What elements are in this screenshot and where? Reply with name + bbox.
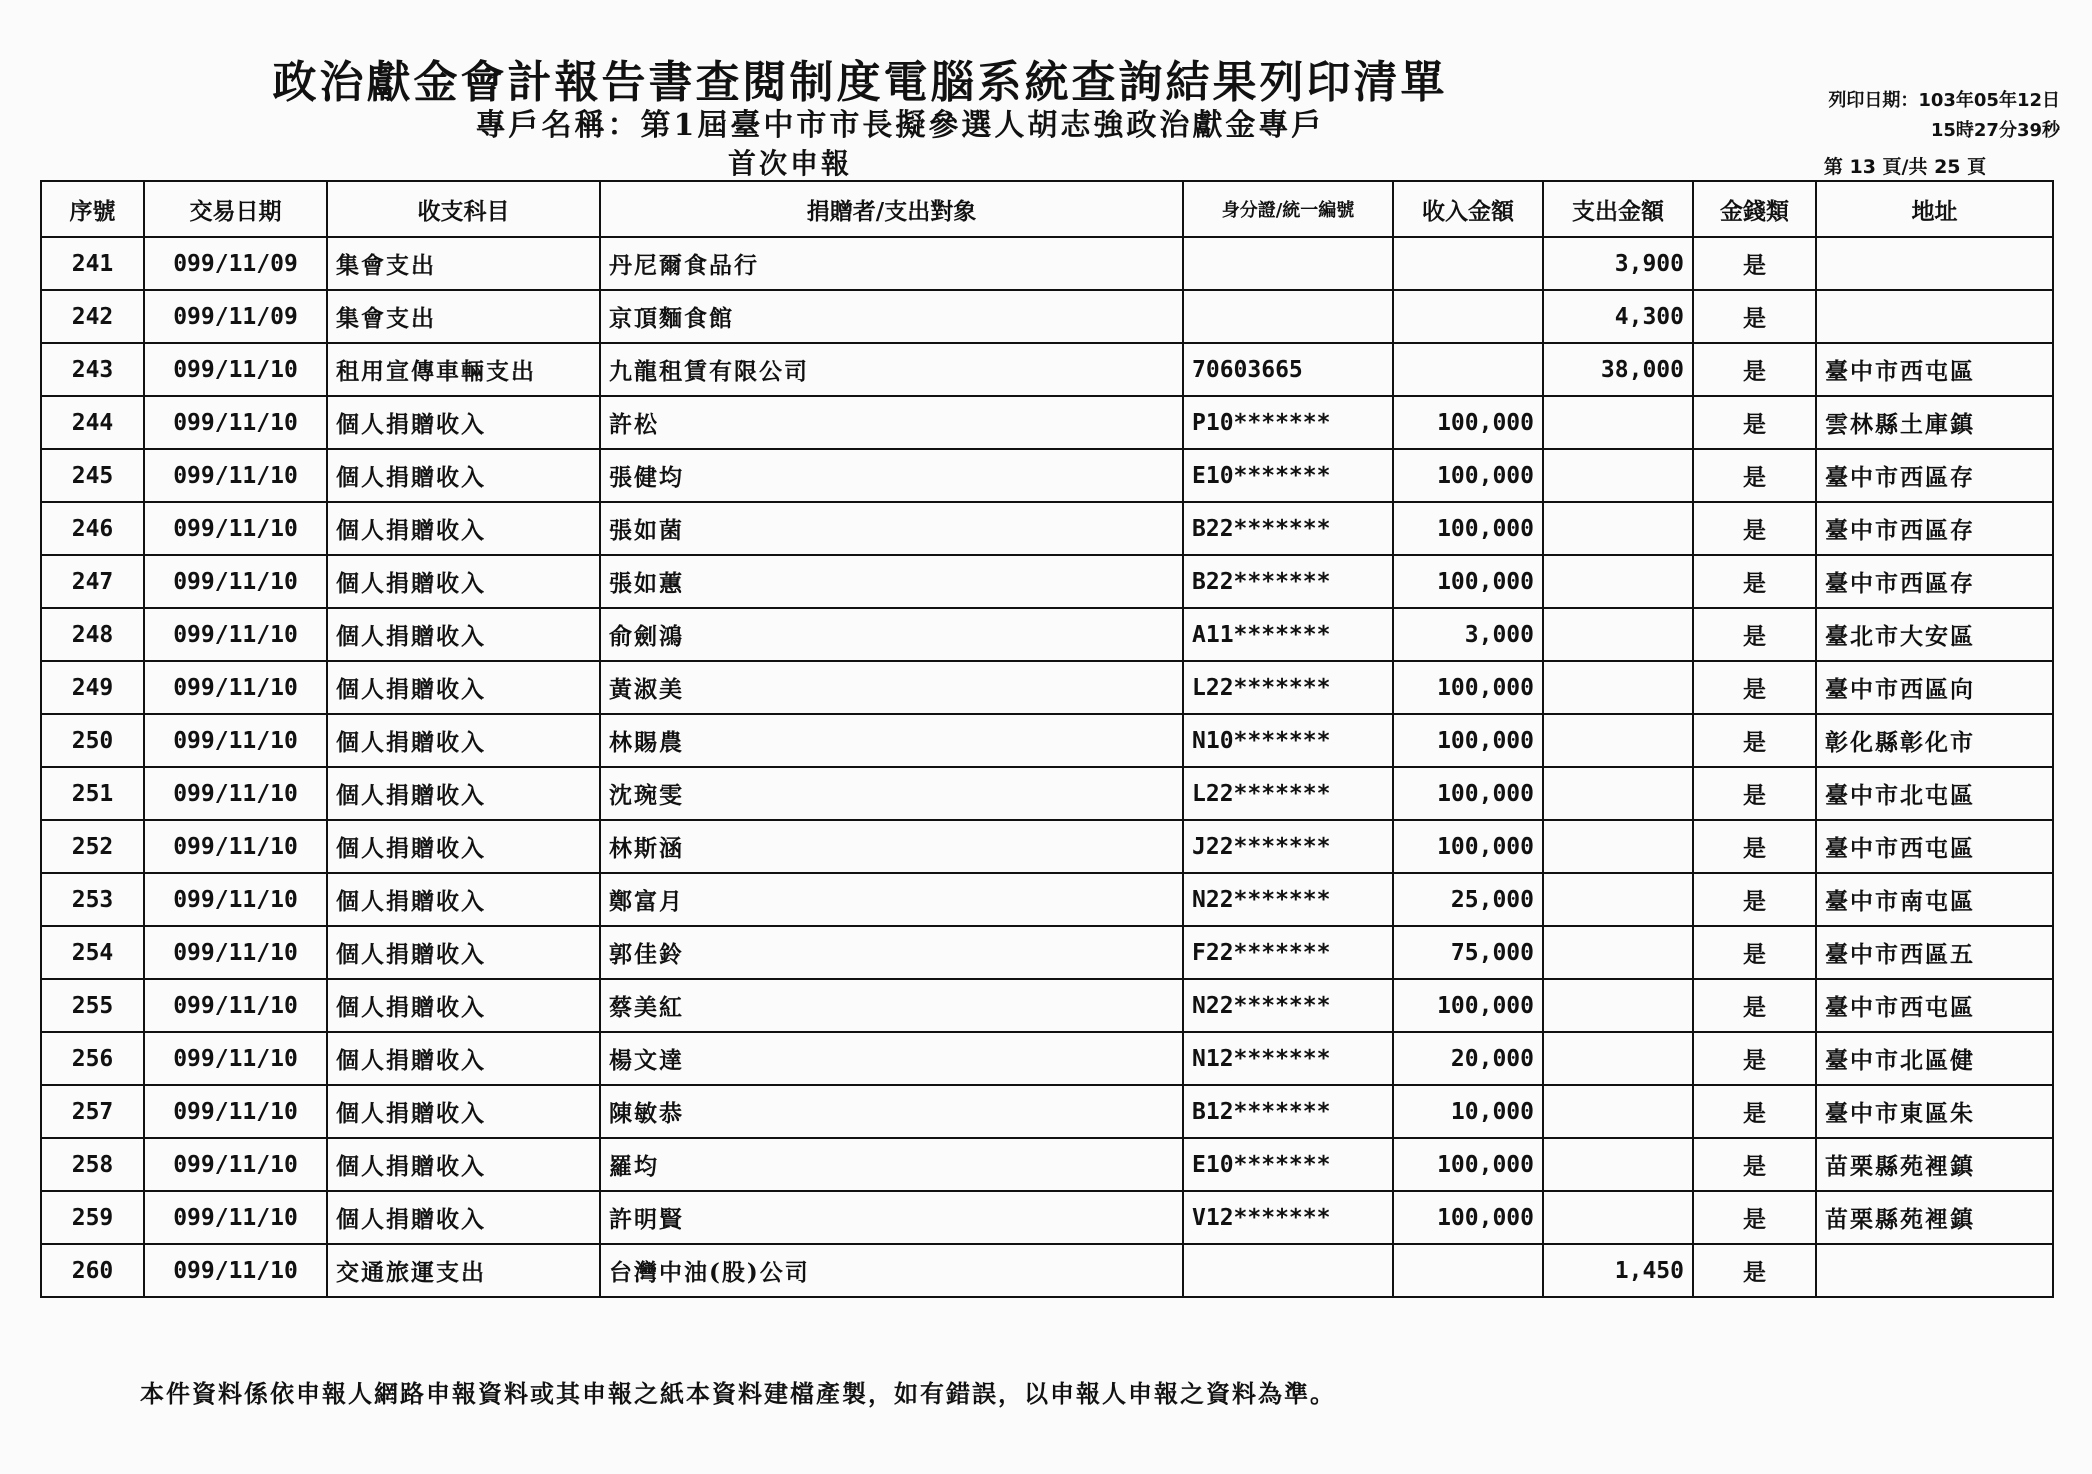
cell-id: L22******* (1183, 767, 1393, 820)
cell-category: 個人捐贈收入 (327, 1191, 600, 1244)
document-title: 政治獻金會計報告書查閱制度電腦系統查詢結果列印清單 (272, 57, 1448, 108)
cell-address: 臺中市北區健 (1816, 1032, 2053, 1085)
table-row (41, 873, 2053, 926)
cell-expense (1543, 449, 1693, 502)
cell-party: 俞劍鴻 (600, 608, 1183, 661)
cell-expense: 4,300 (1543, 290, 1693, 343)
cell-income: 100,000 (1393, 555, 1543, 608)
cell-address: 臺中市東區朱 (1816, 1085, 2053, 1138)
cell-expense (1543, 979, 1693, 1032)
cell-seq: 252 (41, 820, 144, 873)
cell-seq: 248 (41, 608, 144, 661)
cell-expense: 1,450 (1543, 1244, 1693, 1297)
print-info (1760, 86, 2060, 146)
cell-party: 黃淑美 (600, 661, 1183, 714)
cell-cash: 是 (1693, 343, 1816, 396)
cell-id (1183, 290, 1393, 343)
cell-address: 彰化縣彰化市 (1816, 714, 2053, 767)
cell-party: 郭佳鈴 (600, 926, 1183, 979)
cell-party: 楊文達 (600, 1032, 1183, 1085)
cell-expense: 3,900 (1543, 237, 1693, 290)
cell-cash: 是 (1693, 979, 1816, 1032)
cell-party: 沈琬雯 (600, 767, 1183, 820)
cell-address: 臺中市西區存 (1816, 555, 2053, 608)
report-type: 首次申報 (727, 147, 852, 180)
cell-seq: 254 (41, 926, 144, 979)
cell-seq: 244 (41, 396, 144, 449)
column-header-income: 收入金額 (1393, 181, 1543, 237)
cell-income: 100,000 (1393, 661, 1543, 714)
cell-income: 100,000 (1393, 714, 1543, 767)
cell-party: 鄭富月 (600, 873, 1183, 926)
column-header-category: 收支科目 (327, 181, 600, 237)
table-row (41, 502, 2053, 555)
cell-cash: 是 (1693, 926, 1816, 979)
cell-category: 個人捐贈收入 (327, 449, 600, 502)
cell-cash: 是 (1693, 873, 1816, 926)
cell-party: 羅均 (600, 1138, 1183, 1191)
table-row (41, 608, 2053, 661)
cell-category: 交通旅運支出 (327, 1244, 600, 1297)
cell-cash: 是 (1693, 1085, 1816, 1138)
cell-id (1183, 1244, 1393, 1297)
cell-id: N10******* (1183, 714, 1393, 767)
page-info: 第 13 頁/共 25 頁 (1823, 156, 1987, 178)
cell-party: 九龍租賃有限公司 (600, 343, 1183, 396)
cell-cash: 是 (1693, 714, 1816, 767)
ledger-body (41, 237, 2053, 1297)
cell-category: 個人捐贈收入 (327, 873, 600, 926)
cell-expense (1543, 608, 1693, 661)
cell-id: B22******* (1183, 555, 1393, 608)
cell-id: J22******* (1183, 820, 1393, 873)
table-header-row (41, 181, 2053, 237)
cell-date: 099/11/10 (144, 873, 327, 926)
table-row (41, 290, 2053, 343)
cell-date: 099/11/10 (144, 449, 327, 502)
cell-seq: 259 (41, 1191, 144, 1244)
cell-party: 丹尼爾食品行 (600, 237, 1183, 290)
cell-cash: 是 (1693, 396, 1816, 449)
cell-seq: 251 (41, 767, 144, 820)
column-header-party: 捐贈者/支出對象 (600, 181, 1183, 237)
cell-income: 100,000 (1393, 820, 1543, 873)
cell-expense (1543, 555, 1693, 608)
cell-category: 個人捐贈收入 (327, 979, 600, 1032)
cell-income: 100,000 (1393, 979, 1543, 1032)
cell-income: 100,000 (1393, 502, 1543, 555)
cell-income (1393, 1244, 1543, 1297)
cell-party: 張如菌 (600, 502, 1183, 555)
cell-expense (1543, 502, 1693, 555)
cell-date: 099/11/10 (144, 1032, 327, 1085)
cell-party: 林斯涵 (600, 820, 1183, 873)
cell-seq: 246 (41, 502, 144, 555)
cell-category: 個人捐贈收入 (327, 714, 600, 767)
cell-expense (1543, 1032, 1693, 1085)
cell-date: 099/11/10 (144, 1085, 327, 1138)
cell-category: 個人捐贈收入 (327, 1138, 600, 1191)
cell-income: 100,000 (1393, 396, 1543, 449)
cell-seq: 247 (41, 555, 144, 608)
cell-seq: 241 (41, 237, 144, 290)
cell-id: N22******* (1183, 979, 1393, 1032)
table-row (41, 343, 2053, 396)
cell-category: 個人捐贈收入 (327, 608, 600, 661)
cell-address: 苗栗縣苑裡鎮 (1816, 1191, 2053, 1244)
cell-category: 個人捐贈收入 (327, 1085, 600, 1138)
cell-party: 許明賢 (600, 1191, 1183, 1244)
cell-date: 099/11/10 (144, 608, 327, 661)
cell-cash: 是 (1693, 661, 1816, 714)
cell-seq: 242 (41, 290, 144, 343)
cell-expense (1543, 714, 1693, 767)
table-row (41, 449, 2053, 502)
cell-party: 京頂麵食館 (600, 290, 1183, 343)
cell-seq: 253 (41, 873, 144, 926)
cell-id: B22******* (1183, 502, 1393, 555)
cell-income: 20,000 (1393, 1032, 1543, 1085)
cell-address: 臺中市南屯區 (1816, 873, 2053, 926)
cell-address: 臺中市西屯區 (1816, 979, 2053, 1032)
cell-seq: 260 (41, 1244, 144, 1297)
cell-expense: 38,000 (1543, 343, 1693, 396)
table-row (41, 1085, 2053, 1138)
cell-cash: 是 (1693, 608, 1816, 661)
cell-address (1816, 290, 2053, 343)
cell-party: 蔡美紅 (600, 979, 1183, 1032)
cell-address: 臺中市西區存 (1816, 449, 2053, 502)
cell-date: 099/11/10 (144, 1244, 327, 1297)
print-time: 15時27分39秒 (1930, 120, 2060, 141)
cell-cash: 是 (1693, 1191, 1816, 1244)
cell-income: 100,000 (1393, 1191, 1543, 1244)
cell-id: V12******* (1183, 1191, 1393, 1244)
table-row (41, 714, 2053, 767)
table-row (41, 767, 2053, 820)
cell-party: 張健均 (600, 449, 1183, 502)
cell-category: 個人捐贈收入 (327, 661, 600, 714)
cell-address: 臺中市北屯區 (1816, 767, 2053, 820)
cell-seq: 249 (41, 661, 144, 714)
column-header-address: 地址 (1816, 181, 2053, 237)
cell-cash: 是 (1693, 820, 1816, 873)
table-row (41, 1244, 2053, 1297)
table-row (41, 926, 2053, 979)
cell-date: 099/11/10 (144, 1191, 327, 1244)
cell-income: 3,000 (1393, 608, 1543, 661)
cell-id: E10******* (1183, 449, 1393, 502)
cell-id: N12******* (1183, 1032, 1393, 1085)
cell-id: A11******* (1183, 608, 1393, 661)
cell-seq: 257 (41, 1085, 144, 1138)
cell-category: 集會支出 (327, 290, 600, 343)
account-name: 專戶名稱：第1屆臺中市市長擬參選人胡志強政治獻金專戶 (475, 108, 1325, 143)
cell-seq: 245 (41, 449, 144, 502)
cell-id (1183, 237, 1393, 290)
cell-category: 個人捐贈收入 (327, 767, 600, 820)
table-row (41, 661, 2053, 714)
table-row (41, 1032, 2053, 1085)
cell-date: 099/11/10 (144, 555, 327, 608)
table-row (41, 555, 2053, 608)
cell-address (1816, 237, 2053, 290)
cell-date: 099/11/10 (144, 820, 327, 873)
cell-party: 台灣中油(股)公司 (600, 1244, 1183, 1297)
table-row (41, 979, 2053, 1032)
cell-cash: 是 (1693, 449, 1816, 502)
cell-cash: 是 (1693, 1032, 1816, 1085)
cell-date: 099/11/09 (144, 237, 327, 290)
column-header-seq: 序號 (41, 181, 144, 237)
cell-income: 100,000 (1393, 449, 1543, 502)
table-row (41, 1191, 2053, 1244)
cell-party: 陳敏恭 (600, 1085, 1183, 1138)
cell-category: 集會支出 (327, 237, 600, 290)
cell-id: B12******* (1183, 1085, 1393, 1138)
cell-seq: 256 (41, 1032, 144, 1085)
table-row (41, 237, 2053, 290)
cell-expense (1543, 1138, 1693, 1191)
cell-date: 099/11/10 (144, 979, 327, 1032)
cell-address: 臺中市西屯區 (1816, 343, 2053, 396)
cell-seq: 243 (41, 343, 144, 396)
cell-income: 100,000 (1393, 767, 1543, 820)
cell-address: 臺中市西區存 (1816, 502, 2053, 555)
column-header-id: 身分證/統一編號 (1183, 181, 1393, 237)
cell-seq: 258 (41, 1138, 144, 1191)
cell-id: N22******* (1183, 873, 1393, 926)
cell-expense (1543, 873, 1693, 926)
cell-address: 雲林縣土庫鎮 (1816, 396, 2053, 449)
table-row (41, 820, 2053, 873)
cell-expense (1543, 1085, 1693, 1138)
cell-id: L22******* (1183, 661, 1393, 714)
cell-income: 25,000 (1393, 873, 1543, 926)
cell-id: 70603665 (1183, 343, 1393, 396)
cell-date: 099/11/09 (144, 290, 327, 343)
cell-income (1393, 290, 1543, 343)
cell-cash: 是 (1693, 1244, 1816, 1297)
cell-date: 099/11/10 (144, 1138, 327, 1191)
ledger-table (40, 180, 2054, 1298)
cell-cash: 是 (1693, 237, 1816, 290)
table-row (41, 1138, 2053, 1191)
cell-date: 099/11/10 (144, 926, 327, 979)
cell-category: 個人捐贈收入 (327, 1032, 600, 1085)
cell-address: 臺中市西區五 (1816, 926, 2053, 979)
cell-date: 099/11/10 (144, 661, 327, 714)
cell-category: 租用宣傳車輛支出 (327, 343, 600, 396)
cell-party: 許松 (600, 396, 1183, 449)
cell-expense (1543, 926, 1693, 979)
cell-income: 100,000 (1393, 1138, 1543, 1191)
cell-category: 個人捐贈收入 (327, 820, 600, 873)
print-date: 列印日期：103年05年12日 (1828, 90, 2060, 111)
cell-expense (1543, 661, 1693, 714)
cell-date: 099/11/10 (144, 714, 327, 767)
cell-address: 臺中市西區向 (1816, 661, 2053, 714)
cell-income: 75,000 (1393, 926, 1543, 979)
cell-category: 個人捐贈收入 (327, 502, 600, 555)
cell-date: 099/11/10 (144, 767, 327, 820)
cell-cash: 是 (1693, 767, 1816, 820)
cell-income (1393, 343, 1543, 396)
cell-id: E10******* (1183, 1138, 1393, 1191)
cell-party: 張如蕙 (600, 555, 1183, 608)
cell-address: 苗栗縣苑裡鎮 (1816, 1138, 2053, 1191)
column-header-expense: 支出金額 (1543, 181, 1693, 237)
table-row (41, 396, 2053, 449)
cell-id: F22******* (1183, 926, 1393, 979)
cell-income (1393, 237, 1543, 290)
cell-address (1816, 1244, 2053, 1297)
cell-seq: 255 (41, 979, 144, 1032)
column-header-date: 交易日期 (144, 181, 327, 237)
cell-cash: 是 (1693, 502, 1816, 555)
cell-cash: 是 (1693, 555, 1816, 608)
cell-address: 臺中市西屯區 (1816, 820, 2053, 873)
footer-note: 本件資料係依申報人網路申報資料或其申報之紙本資料建檔產製，如有錯誤，以申報人申報之資料為準。 (140, 1379, 1336, 1408)
cell-date: 099/11/10 (144, 396, 327, 449)
cell-party: 林賜農 (600, 714, 1183, 767)
column-header-cash: 金錢類 (1693, 181, 1816, 237)
cell-cash: 是 (1693, 1138, 1816, 1191)
cell-address: 臺北市大安區 (1816, 608, 2053, 661)
cell-category: 個人捐贈收入 (327, 396, 600, 449)
cell-date: 099/11/10 (144, 343, 327, 396)
cell-expense (1543, 820, 1693, 873)
cell-expense (1543, 767, 1693, 820)
cell-category: 個人捐贈收入 (327, 926, 600, 979)
cell-expense (1543, 1191, 1693, 1244)
cell-category: 個人捐贈收入 (327, 555, 600, 608)
cell-seq: 250 (41, 714, 144, 767)
cell-expense (1543, 396, 1693, 449)
cell-cash: 是 (1693, 290, 1816, 343)
cell-income: 10,000 (1393, 1085, 1543, 1138)
cell-date: 099/11/10 (144, 502, 327, 555)
cell-id: P10******* (1183, 396, 1393, 449)
